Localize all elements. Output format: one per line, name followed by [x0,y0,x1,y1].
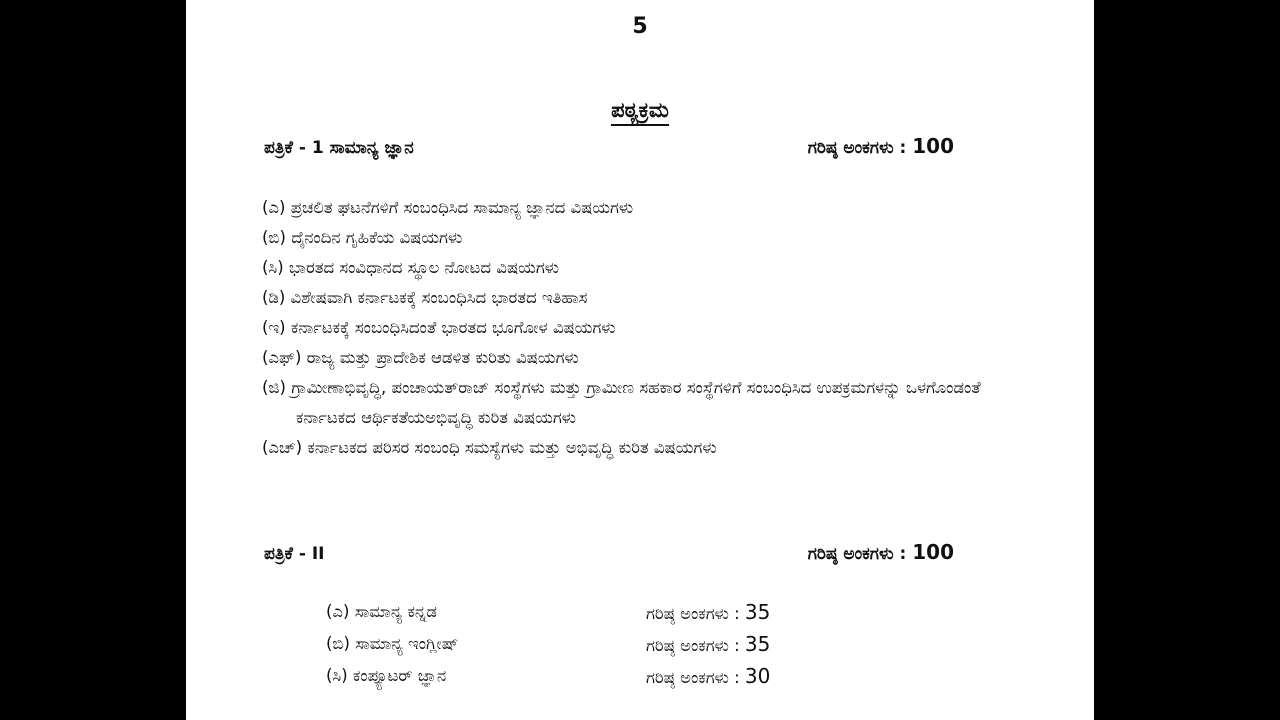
subject-label: (ಬಿ) ಸಾಮಾನ್ಯ ಇಂಗ್ಲೀಷ್ [326,634,459,653]
document-page [186,0,1094,720]
list-item: (ಸಿ) ಭಾರತದ ಸಂವಿಧಾನದ ಸ್ಥೂಲ ನೋಟದ ವಿಷಯಗಳು [262,258,559,277]
subject-marks-label: ಗರಿಷ್ಠ ಅಂಕಗಳು : [646,636,740,655]
paper2-marks-label: ಗರಿಷ್ಠ ಅಂಕಗಳು : [807,544,907,564]
list-item [326,661,886,693]
subject-marks-value: 35 [744,632,771,656]
list-item [326,629,886,661]
paper1-marks [808,134,954,158]
paper2-marks-value: 100 [912,540,954,564]
paper1-marks-value: 100 [912,134,954,158]
subject-marks-label: ಗರಿಷ್ಠ ಅಂಕಗಳು : [646,668,740,687]
paper1-marks-label: ಗರಿಷ್ಠ ಅಂಕಗಳು : [807,138,907,158]
subject-marks-value: 35 [744,600,771,624]
list-item [326,597,886,629]
paper2-heading: ಪತ್ರಿಕೆ - II [264,544,325,564]
list-item: (ಇ) ಕರ್ನಾಟಕಕ್ಕೆ ಸಂಬಂಧಿಸಿದಂತೆ ಭಾರತದ ಭೂಗೋಳ ವಿಷಯಗಳು [262,318,616,337]
subject-label: (ಎ) ಸಾಮಾನ್ಯ ಕನ್ನಡ [326,602,437,621]
paper2-subject-list [326,597,886,693]
paper1-header [264,134,954,158]
list-item: (ಜಿ) ಗ್ರಾಮೀಣಾಭಿವೃದ್ಧಿ, ಪಂಚಾಯತ್‌ರಾಜ್ ಸಂಸ್ಥೆಗಳು ಮತ್ತು ಗ್ರಾಮೀಣ ಸಹಕಾರ ಸಂಸ್ಥೆಗಳಿಗೆ ಸಂಬಂಧಿಸಿದ ಉಪಕ್ರಮಗಳನ್ನು ಒಳಗೊಂಡಂತೆ ಕರ್ನಾಟಕದ ಆರ್ಥಿಕತೆಯಅಭಿವೃದ್ಧಿ ಕುರಿತ ವಿಷಯಗಳು [262,378,981,427]
list-item: (ಎಚ್) ಕರ್ನಾಟಕದ ಪರಿಸರ ಸಂಬಂಧಿ ಸಮಸ್ಯೆಗಳು ಮತ್ತು ಅಭಿವೃದ್ಧಿ ಕುರಿತ ವಿಷಯಗಳು [262,438,717,457]
list-item: (ಬಿ) ದೈನಂದಿನ ಗೃಹಿಕೆಯ ವಿಷಯಗಳು [262,228,463,247]
list-item: (ಎ) ಪ್ರಚಲಿತ ಘಟನೆಗಳಿಗೆ ಸಂಬಂಧಿಸಿದ ಸಾಮಾನ್ಯ ಜ್ಞಾನದ ವಿಷಯಗಳು [262,198,634,217]
subject-marks [646,629,770,661]
subject-marks-value: 30 [744,664,771,688]
page-number: 5 [632,14,648,39]
syllabus-title-text: ಪಠ್ಯಕ್ರಮ [611,98,669,126]
list-item: (ಡಿ) ವಿಶೇಷವಾಗಿ ಕರ್ನಾಟಕಕ್ಕೆ ಸಂಬಂಧಿಸಿದ ಭಾರತದ ಇತಿಹಾಸ [262,288,588,307]
list-item: (ಎಫ್) ರಾಜ್ಯ ಮತ್ತು ಪ್ರಾದೇಶಿಕ ಆಡಳಿತ ಕುರಿತು ವಿಷಯಗಳು [262,348,579,367]
subject-marks [646,661,770,693]
subject-label: (ಸಿ) ಕಂಪ್ಯೂಟರ್ ಜ್ಞಾನ [326,666,447,685]
paper2-header [264,540,954,564]
subject-marks [646,597,770,629]
subject-marks-label: ಗರಿಷ್ಠ ಅಂಕಗಳು : [646,604,740,623]
paper2-marks [808,540,954,564]
paper1-heading: ಪತ್ರಿಕೆ - 1 ಸಾಮಾನ್ಯ ಜ್ಞಾನ [264,138,414,158]
syllabus-title [186,98,1094,123]
paper1-topic-list [262,193,1022,463]
